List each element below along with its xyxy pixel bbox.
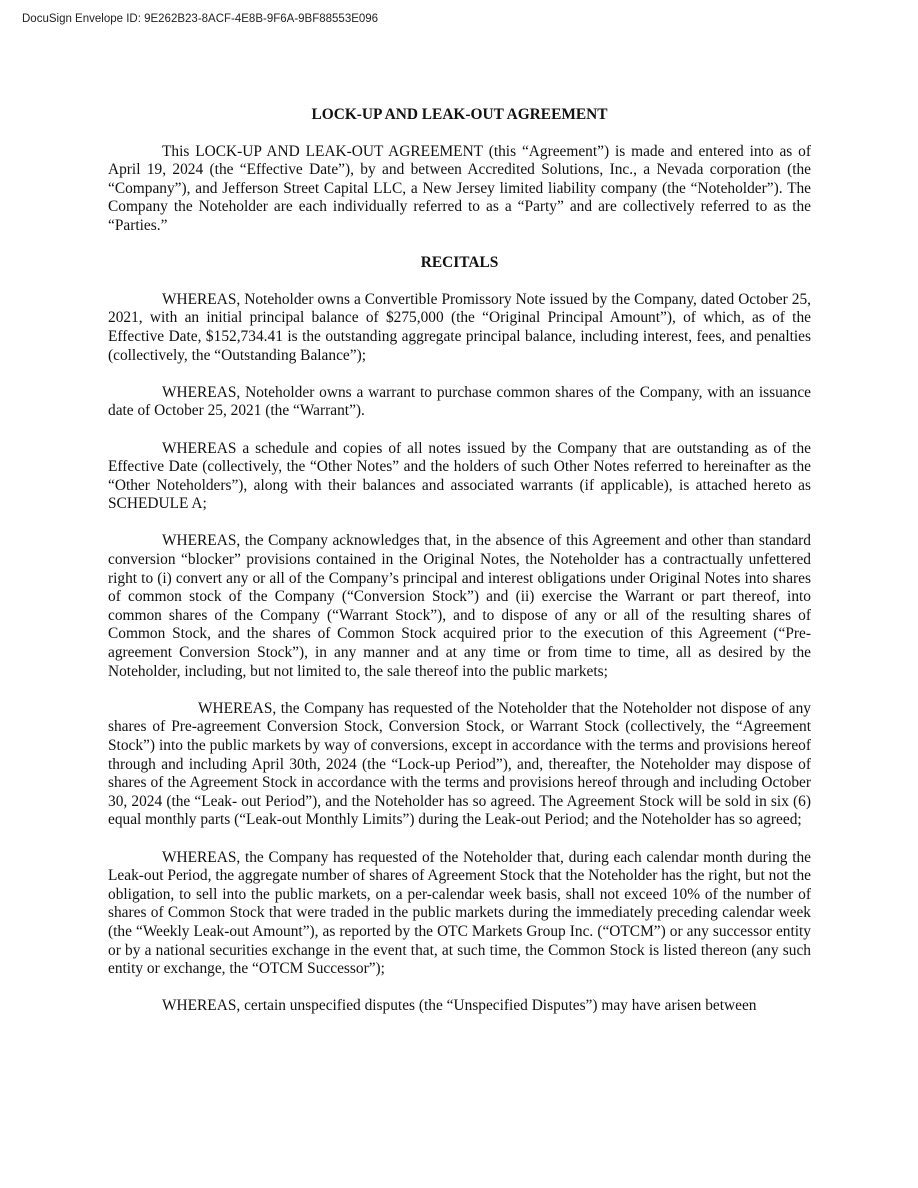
recital-paragraph: WHEREAS, the Company has requested of the Noteholder that the Noteholder not dispose of any shares of Pre-agreement Conversion Stock, Conversion Stock, or Warrant Stock (collectively, the “Agreement Stock”) into the public markets by way of conversions, except in accordance with the terms and provisions hereof through and including April 30th, 2024 (the “Lock-up Period”), and, thereafter, the Noteholder may dispose of shares of the Agreement Stock in accordance with the terms and provisions hereof through and including October 30, 2024 (the “Leak- out Period”), and the Noteholder has so agreed. The Agreement Stock will be sold in six (6) equal monthly parts (“Leak-out Monthly Limits”) during the Leak-out Period; and the Noteholder has so agreed; [108,699,811,829]
recitals-heading: RECITALS [420,254,499,272]
agreement-page [108,106,811,1016]
document-title: LOCK-UP AND LEAK-OUT AGREEMENT [311,106,608,123]
recital-paragraph: WHEREAS, Noteholder owns a warrant to purchase common shares of the Company, with an issuance date of October 25, 2021 (the “Warrant”). [108,383,811,420]
recital-paragraph: WHEREAS, the Company acknowledges that, in the absence of this Agreement and other than standard conversion “blocker” provisions contained in the Original Notes, the Noteholder has a contractually unfettered right to (i) convert any or all of the Company’s principal and interest obligations under Original Notes into shares of common stock of the Company (“Conversion Stock”) and (ii) exercise the Warrant or part thereof, into common shares of the Company (“Warrant Stock”), and to dispose of any or all of the resulting shares of Common Stock, and the shares of Common Stock acquired prior to the execution of this Agreement (“Pre-agreement Conversion Stock”), in any manner and at any time or from time to time, all as desired by the Noteholder, including, but not limited to, the sale thereof into the public markets; [108,532,811,680]
recital-paragraph: WHEREAS, the Company has requested of the Noteholder that, during each calendar month during the Leak-out Period, the aggregate number of shares of Agreement Stock that the Noteholder has the right, but not the obligation, to sell into the public markets, on a per-calendar week basis, shall not exceed 10% of the number of shares of Common Stock that were traded in the public markets during the immediately preceding calendar week (the “Weekly Leak-out Amount”), as reported by the OTC Markets Group Inc. (“OTCM”) or any successor entity or by a national securities exchange in the event that, at such time, the Common Stock is listed thereon (any such entity or exchange, the “OTCM Successor”); [108,848,811,978]
recital-paragraph: WHEREAS, certain unspecified disputes (the “Unspecified Disputes”) may have arisen between [162,997,757,1015]
recital-paragraph: WHEREAS, Noteholder owns a Convertible Promissory Note issued by the Company, dated October 25, 2021, with an initial principal balance of $275,000 (the “Original Principal Amount”), of which, as of the Effective Date, $152,734.41 is the outstanding aggregate principal balance, including interest, fees, and penalties (collectively, the “Outstanding Balance”); [108,290,811,364]
recital-paragraph: WHEREAS a schedule and copies of all notes issued by the Company that are outstanding as of the Effective Date (collectively, the “Other Notes” and the holders of such Other Notes referred to hereinafter as the “Other Noteholders”), along with their balances and associated warrants (if applicable), is attached hereto as SCHEDULE A; [108,439,811,513]
docusign-envelope-id: DocuSign Envelope ID: 9E262B23-8ACF-4E8B-9F6A-9BF88553E096 [22,13,379,25]
intro-paragraph: This LOCK-UP AND LEAK-OUT AGREEMENT (this “Agreement”) is made and entered into as of April 19, 2024 (the “Effective Date”), by and between Accredited Solutions, Inc., a Nevada corporation (the “Company”), and Jefferson Street Capital LLC, a New Jersey limited liability company (the “Noteholder”). The Company the Noteholder are each individually referred to as a “Party” and are collectively referred to as the “Parties.” [108,142,811,234]
